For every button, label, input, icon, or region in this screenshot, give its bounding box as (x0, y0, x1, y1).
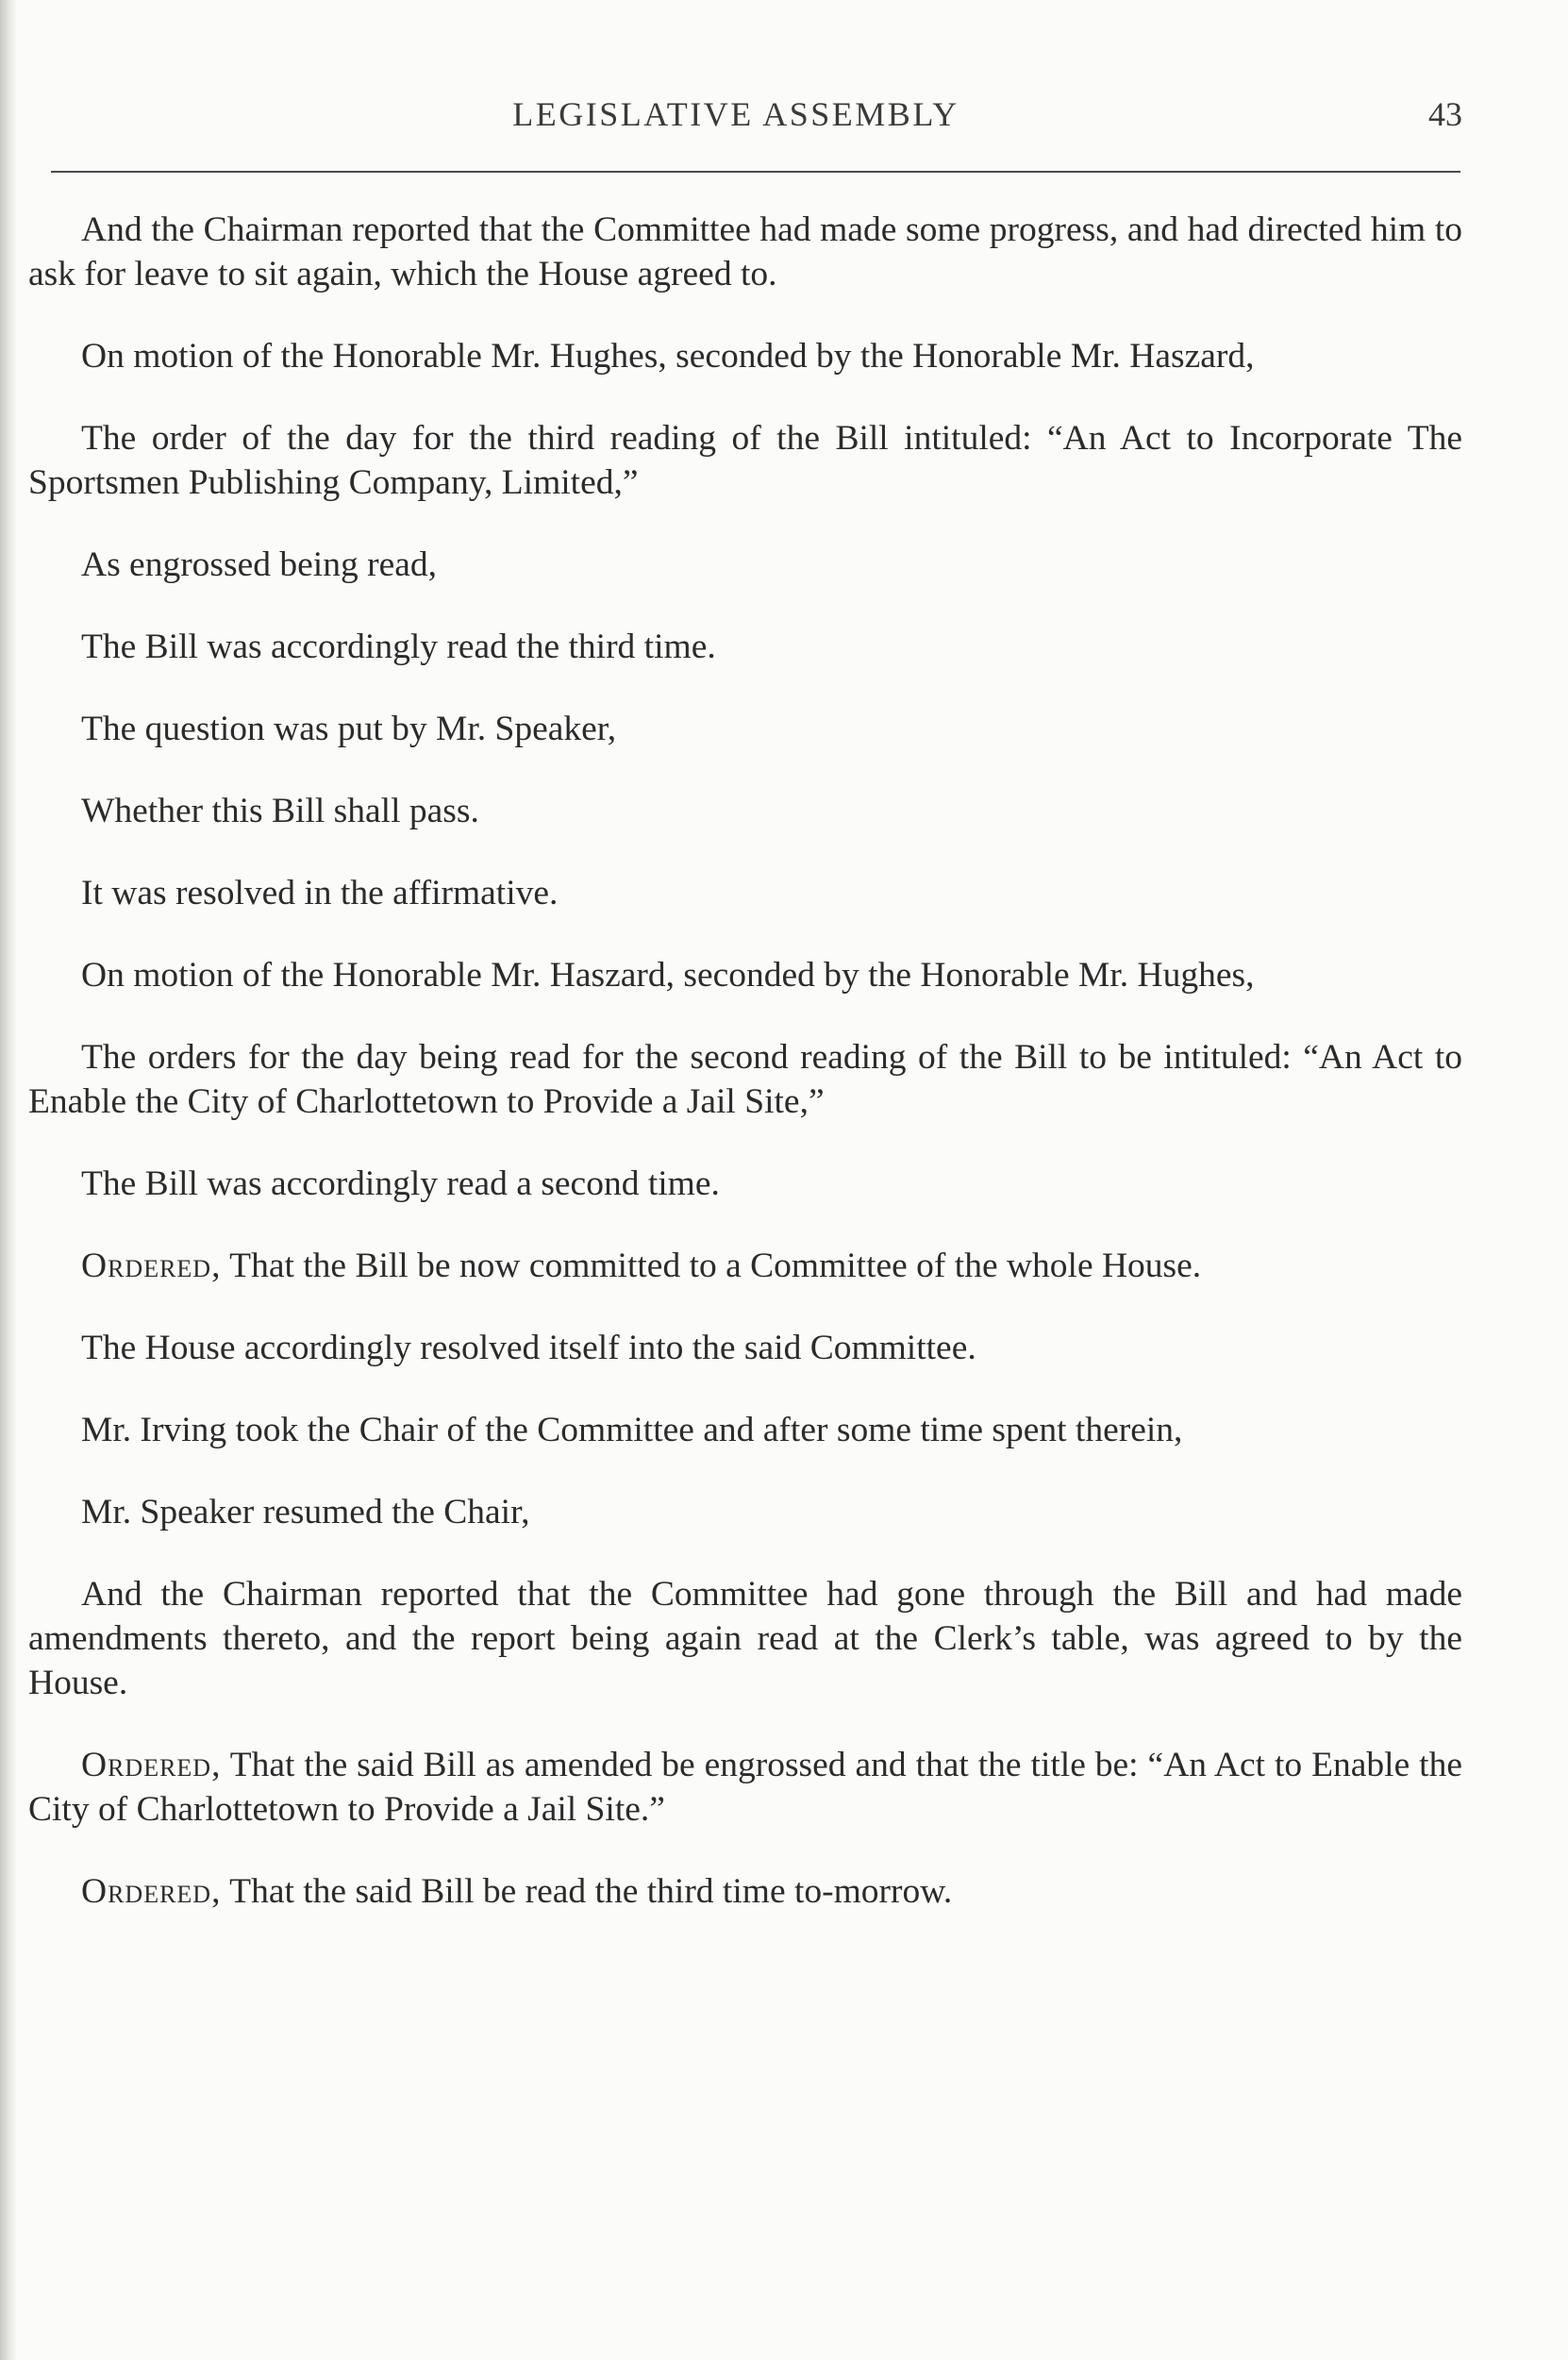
paragraph (28, 1408, 1462, 1452)
paragraph-text: It was resolved in the affirmative. (81, 874, 559, 912)
running-head: LEGISLATIVE ASSEMBLY (512, 95, 959, 133)
paragraph-text: Whether this Bill shall pass. (81, 792, 479, 830)
paragraph (28, 208, 1462, 296)
page-number: 43 (1428, 95, 1462, 133)
paragraph (28, 1162, 1462, 1206)
paragraph (28, 543, 1462, 587)
paragraph (28, 1743, 1462, 1832)
header-rule (51, 171, 1460, 173)
paragraph (28, 334, 1462, 378)
paragraph (28, 1244, 1462, 1288)
paragraph-text: The House accordingly resolved itself into the said Committee. (81, 1329, 976, 1367)
paragraph-text: As engrossed being read, (81, 545, 437, 584)
paragraph-text: Mr. Irving took the Chair of the Committee and after some time spent therein, (81, 1411, 1183, 1449)
paragraph-text: And the Chairman reported that the Committee had gone through the Bill and had made amendments thereto, and the report being again read at the Clerk’s table, was agreed to by the House. (28, 1575, 1462, 1702)
paragraph-lead: Ordered, (81, 1746, 222, 1784)
body-text (28, 208, 1462, 1914)
paragraph-text: The Bill was accordingly read the third time. (81, 628, 716, 666)
paragraph (28, 1490, 1462, 1534)
paragraph (28, 789, 1462, 833)
paragraph-lead: Ordered, (81, 1872, 222, 1911)
paragraph-text: That the Bill be now committed to a Committee of the whole House. (221, 1247, 1202, 1285)
paragraph-text: And the Chairman reported that the Committee had made some progress, and had directed him to ask for leave to sit again, which the House agreed to. (28, 210, 1462, 293)
paragraph-text: On motion of the Honorable Mr. Haszard, seconded by the Honorable Mr. Hughes, (81, 956, 1255, 995)
paragraph-text: The orders for the day being read for the second reading of the Bill to be intituled: “An Act to Enable the City of Charlottetown to Provide a Jail Site,” (28, 1038, 1462, 1121)
paragraph-lead: Ordered, (81, 1247, 222, 1285)
paragraph (28, 707, 1462, 751)
paragraph (28, 416, 1462, 505)
paragraph-text: On motion of the Honorable Mr. Hughes, seconded by the Honorable Mr. Haszard, (81, 337, 1255, 376)
paragraph (28, 871, 1462, 915)
paragraph (28, 953, 1462, 997)
paragraph (28, 1035, 1462, 1124)
paragraph-text: The Bill was accordingly read a second time. (81, 1164, 720, 1203)
paragraph (28, 1869, 1462, 1914)
paragraph (28, 1572, 1462, 1705)
page-binding-edge (0, 0, 17, 2360)
paragraph-text: That the said Bill as amended be engrossed and that the title be: “An Act to Enable the City of Charlottetown to Provide a Jail Site.” (28, 1746, 1462, 1829)
paragraph-text: The order of the day for the third reading of the Bill intituled: “An Act to Incorporate The Sportsmen Publishing Company, Limited,” (28, 419, 1462, 502)
paragraph-text: That the said Bill be read the third time to-morrow. (221, 1872, 953, 1911)
paragraph (28, 1326, 1462, 1370)
paragraph-text: Mr. Speaker resumed the Chair, (81, 1493, 530, 1531)
page-header (0, 94, 1568, 151)
paragraph-text: The question was put by Mr. Speaker, (81, 710, 617, 748)
paragraph (28, 625, 1462, 669)
